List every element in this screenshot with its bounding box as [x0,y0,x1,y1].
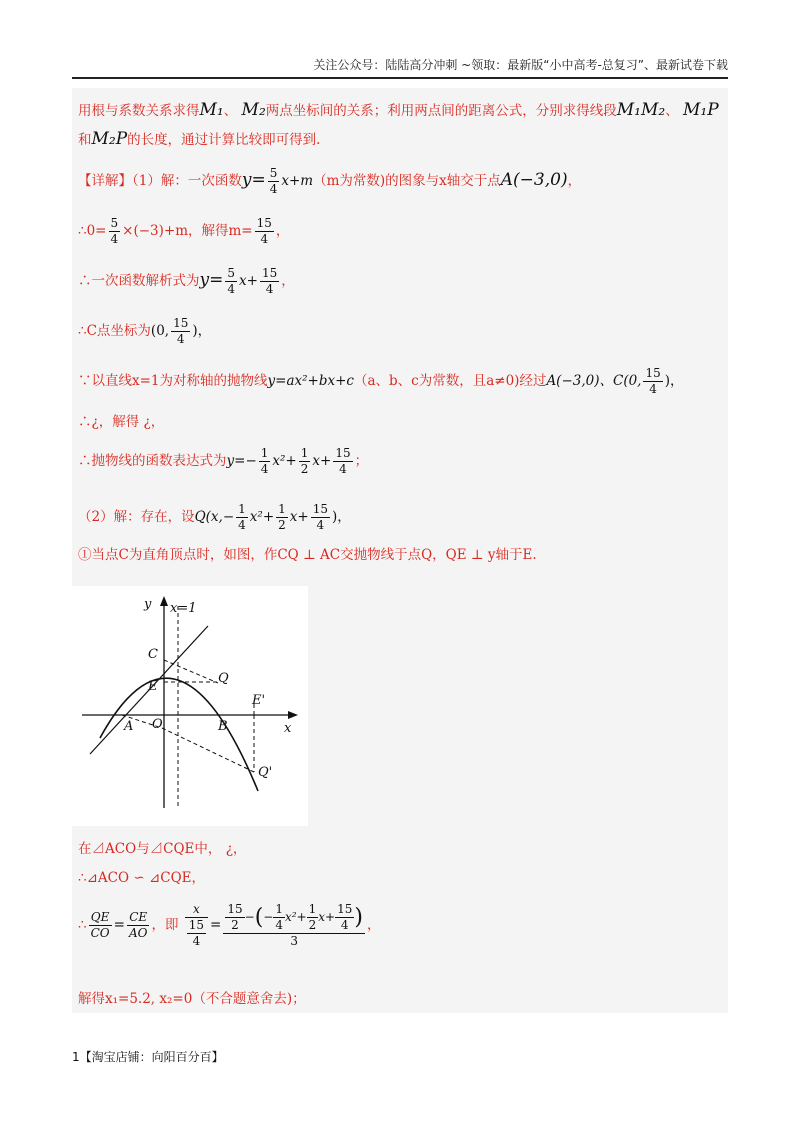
parabola-figure [72,586,308,826]
x-axis-arrow [288,711,298,719]
label-o: O [152,717,163,732]
y-axis-arrow [160,596,168,606]
segment-cq [164,660,218,683]
parabola-curve [100,678,258,791]
step-5: ∴¿，解得 ¿， [78,414,165,430]
label-q-prime: Q' [258,765,273,780]
page-footer: 1【淘宝店铺：向阳百分百】 [72,1050,224,1064]
step-2: ∴一次函数解析式为y= $\frac{5}{4}$ x+ $\frac{15}{4}$ ， [78,266,295,296]
analysis-line-1: 用根与系数关系求得M₁、 M₂两点坐标间的关系；利用两点间的距离公式，分别求得线段M₁M₂、 M₁P [78,100,719,120]
label-e: E [148,679,158,694]
label-x1: x=1 [170,601,197,616]
label-b: B [218,719,228,734]
case-1: ①当点C为直角顶点时，如图，作CQ ⊥ AC交抛物线于点Q，QE ⊥ y轴于E. [78,547,537,563]
label-y: y [144,597,152,612]
label-c: C [148,647,158,662]
solution-content [72,88,728,1013]
ratio-line: ∴ $\frac{QE}{CO}$ = $\frac{CE}{AO}$ ，即 $\frac{x}{\frac{15}{4}}$ = $\frac{15}{2}$ −(− $\frac{1}{4}$ x²+ $\frac{1}{2}$ x+ $\frac{15}{4}$ ) 3 ， [78,902,381,948]
label-x: x [284,721,292,736]
detail-label: 【详解】 [78,173,132,189]
detail-part1: 【详解】（1）解：一次函数y= $\frac{5}{4}$ x+m（m为常数)的图象与x轴交于点A(−3,0)， [78,166,582,196]
similar-line: ∴⊿ACO ∽ ⊿CQE， [78,870,206,886]
step-4: ∵以直线x=1为对称轴的抛物线y=ax²+bx+c（a、b、c为常数，且a≠0)经过A(−3,0)、C(0, $\frac{15}{4}$ )， [78,366,684,396]
part-2: （2）解：存在，设Q(x,− $\frac{1}{4}$ x²+ $\frac{1}{2}$ x+ $\frac{15}{4}$ )， [78,502,351,532]
page-header: 关注公众号：陆陆高分冲刺 ~领取：最新版“小中高考-总复习”、最新试卷下载 [72,56,728,79]
step-6: ∴抛物线的函数表达式为y=− $\frac{1}{4}$ x²+ $\frac{1}{2}$ x+ $\frac{15}{4}$ ； [78,446,369,476]
label-e-prime: E' [252,693,266,708]
label-q: Q [218,671,229,686]
solve-line: 解得x₁=5.2, x₂=0（不合题意舍去)； [78,991,306,1007]
step-3: ∴C点坐标为(0, $\frac{15}{4}$ )， [78,316,212,346]
step-1: ∴0= $\frac{5}{4}$ ×(−3)+m，解得m= $\frac{15}{4}$ ， [78,216,290,246]
analysis-line-2: 和M₂P的长度，通过计算比较即可得到. [78,129,321,149]
triangle-line: 在⊿ACO与⊿CQE中， ¿， [78,841,247,857]
label-a: A [124,719,134,734]
